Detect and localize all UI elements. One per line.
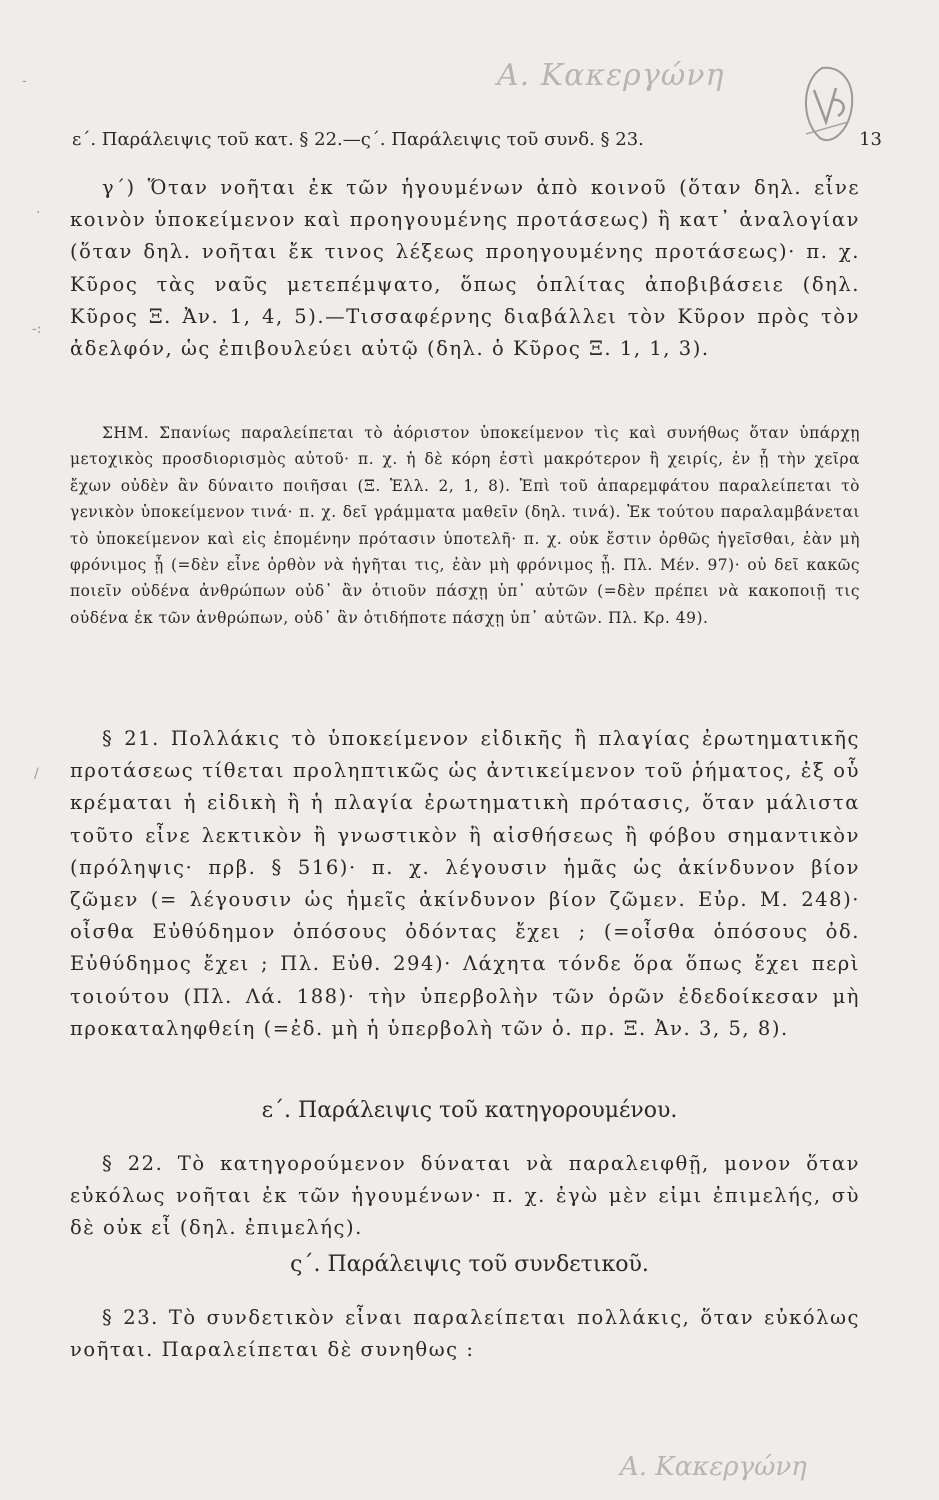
section-heading-epsilon: ε΄. Παράλειψις τοῦ κατηγορουμένου. [261, 1098, 678, 1123]
paragraph-gamma: γ΄) Ὅταν νοῆται ἐκ τῶν ἡγουμένων ἀπὸ κοινοῦ (ὅταν δηλ. εἶνε κοινὸν ὑποκείμενον καὶ προηγουμένης προτάσεως) ἢ κατ᾽ ἀναλογίαν (ὅταν δηλ. νοῆται ἔκ τινος λέξεως προηγουμένης προτάσεως)· π. χ. Κῦρος τὰς ναῦς μετεπέμψατο, ὅπως ὁπλίτας ἀποβιβάσειε (δηλ. Κῦρος Ξ. Ἀν. 1, 4, 5).—Τισσαφέρνης διαβάλλει τὸν Κῦρον πρὸς τὸν ἀδελφόν, ὡς ἐπιβουλεύει αὐτῷ (δηλ. ὁ Κῦρος Ξ. 1, 1, 3). [70, 176, 860, 361]
paragraph-23: § 23. Τὸ συνδετικὸν εἶναι παραλείπεται πολλάκις, ὅταν εὐκόλως νοῆται. Παραλείπεται δὲ συνηθως : [70, 1306, 860, 1362]
running-head-text: ε΄. Παράλειψις τοῦ κατ. § 22.—ς΄. Παράλειψις τοῦ συνδ. § 23. [72, 129, 644, 150]
section-heading-stigma: ς΄. Παράλειψις τοῦ συνδετικοῦ. [290, 1252, 649, 1277]
owner-stamp-top: Α. Κακεργώνη [497, 58, 725, 93]
margin-mark: / [34, 766, 39, 782]
owner-stamp-bottom: Α. Κακεργώνη [620, 1452, 807, 1482]
running-head [72, 129, 882, 155]
note-paragraph: ΣΗΜ. Σπανίως παραλείπεται τὸ ἀόριστον ὑποκείμενον τὶς καὶ συνήθως ὅταν ὑπάρχῃ μετοχικὸς προσδιορισμὸς αὐτοῦ· π. χ. ἡ δὲ κόρη ἐστὶ μακρότερον ἢ χειρίς, ἐν ᾗ τὴν χεῖρα ἔχων οὐδὲν ἂν δύναιτο ποιῆσαι (Ξ. Ἑλλ. 2, 1, 8). Ἐπὶ τοῦ ἀπαρεμφάτου παραλείπεται τὸ γενικὸν ὑποκείμενον τινά· π. χ. δεῖ γράμματα μαθεῖν (δηλ. τινά). Ἐκ τούτου παραλαμβάνεται τὸ ὑποκείμενον καὶ εἰς ἑπομένην πρότασιν ὑποτελῆ· π. χ. οὐκ ἔστιν ὀρθῶς ἡγεῖσθαι, ἐὰν μὴ φρόνιμος ᾖ (=δὲν εἶνε ὀρθὸν νὰ ἡγῆται τις, ἐὰν μὴ φρόνιμος ᾖ. Πλ. Μέν. 97)· οὐ δεῖ κακῶς ποιεῖν οὐδένα ἀνθρώπων οὐδ᾽ ἂν ὁτιοῦν πάσχῃ ὑπ᾽ αὐτῶν (=δὲν πρέπει νὰ κακοποιῇ τις οὐδένα ἐκ τῶν ἀνθρώπων, οὐδ᾽ ἂν ὁτιδήποτε πάσχῃ ὑπ᾽ αὐτῶν. Πλ. Κρ. 49). [70, 424, 860, 627]
paragraph-21: § 21. Πολλάκις τὸ ὑποκείμενον εἰδικῆς ἢ πλαγίας ἐρωτηματικῆς προτάσεως τίθεται προληπτικῶς ὡς ἀντικείμενον τοῦ ῥήματος, ἐξ οὗ κρέμαται ἡ εἰδικὴ ἢ ἡ πλαγία ἐρωτηματικὴ πρότασις, ὅταν μάλιστα τοῦτο εἶνε λεκτικὸν ἢ γνωστικὸν ἢ αἰσθήσεως ἢ φόβου σημαντικὸν (πρόληψις· πρβ. § 516)· π. χ. λέγουσιν ἡμᾶς ὡς ἀκίνδυνον βίον ζῶμεν (= λέγουσιν ὡς ἡμεῖς ἀκίνδυνον βίον ζῶμεν. Εὐρ. Μ. 248)· οἶσθα Εὐθύδημον ὁπόσους ὀδόντας ἔχει ; (=οἶσθα ὁπόσους ὀδ. Εὐθύδημος ἔχει ; Πλ. Εὐθ. 294)· Λάχητα τόνδε ὅρα ὅπως ἔχει περὶ τοιούτου (Πλ. Λά. 188)· τὴν ὑπερβολὴν τῶν ὁρῶν ἐδεδοίκεσαν μὴ προκαταληφθείη (=ἐδ. μὴ ἡ ὑπερβολὴ τῶν ὁ. πρ. Ξ. Ἀν. 3, 5, 8). [70, 727, 860, 1040]
margin-mark: - [22, 73, 27, 89]
margin-mark: -: [32, 321, 42, 337]
margin-mark: · [36, 205, 41, 221]
page-number: 13 [859, 129, 882, 150]
paragraph-22: § 22. Τὸ κατηγορούμενον δύναται νὰ παραλειφθῇ, μονον ὅταν εὐκόλως νοῆται ἐκ τῶν ἡγουμένων· π. χ. ἐγὼ μὲν εἰμι ἐπιμελής, σὺ δὲ οὐκ εἶ (δηλ. ἐπιμελής). [70, 1152, 860, 1240]
